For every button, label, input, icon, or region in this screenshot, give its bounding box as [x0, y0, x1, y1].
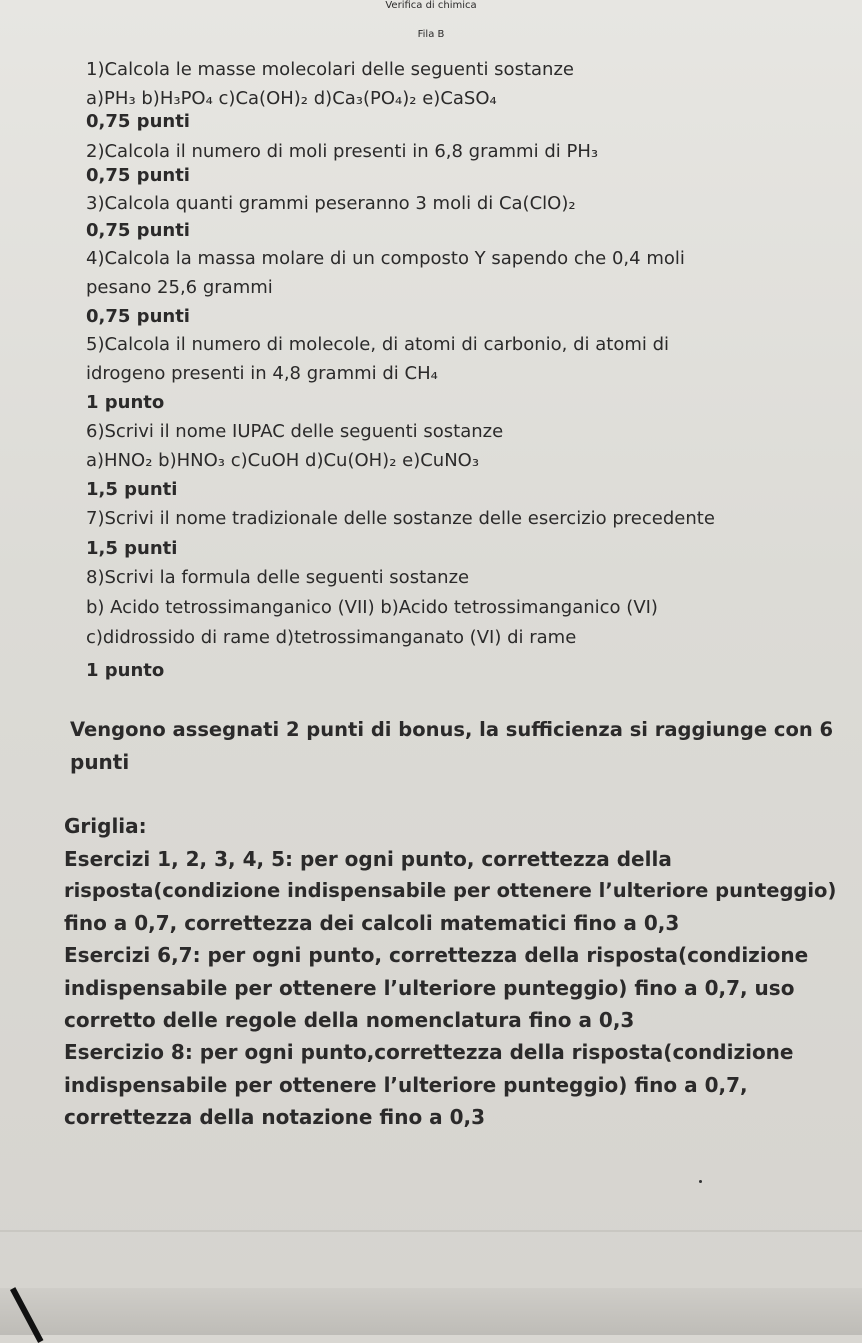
grid-line: Esercizi 1, 2, 3, 4, 5: per ogni punto, correttezza della — [64, 847, 672, 871]
question-5-text-line1: 5)Calcola il numero di molecole, di atomi di carbonio, di atomi di — [86, 334, 670, 355]
question-4-points: 0,75 punti — [86, 306, 190, 327]
grid-line: indispensabile per ottenere l’ulteriore punteggio) fino a 0,7, — [64, 1073, 748, 1097]
question-3-text: 3)Calcola quanti grammi peseranno 3 moli di Ca(ClO)₂ — [86, 193, 576, 214]
grid-line: correttezza della notazione fino a 0,3 — [64, 1105, 486, 1129]
question-6-text: 6)Scrivi il nome IUPAC delle seguenti sostanze — [86, 421, 504, 442]
bonus-line2: punti — [70, 750, 130, 774]
question-3-points: 0,75 punti — [86, 220, 190, 241]
ink-dot — [699, 1180, 702, 1183]
question-1-text: 1)Calcola le masse molecolari delle seguenti sostanze — [86, 59, 574, 80]
question-8-items-line1: b) Acido tetrossimanganico (VII) b)Acido tetrossimanganico (VI) — [86, 597, 658, 618]
grid-title: Griglia: — [64, 814, 147, 838]
grid-line: fino a 0,7, correttezza dei calcoli matematici fino a 0,3 — [64, 911, 680, 935]
question-8-points: 1 punto — [86, 660, 165, 681]
grid-line: corretto delle regole della nomenclatura fino a 0,3 — [64, 1008, 635, 1032]
grid-line: Esercizio 8: per ogni punto,correttezza della risposta(condizione — [64, 1040, 794, 1064]
bonus-line1: Vengono assegnati 2 punti di bonus, la sufficienza si raggiunge con 6 — [70, 718, 834, 741]
question-6-items: a)HNO₂ b)HNO₃ c)CuOH d)Cu(OH)₂ e)CuNO₃ — [86, 450, 480, 471]
paper-fold — [0, 1230, 862, 1232]
question-6-points: 1,5 punti — [86, 479, 178, 500]
question-1-items: a)PH₃ b)H₃PO₄ c)Ca(OH)₂ d)Ca₃(PO₄)₂ e)CaSO₄ — [86, 88, 497, 109]
question-2-points: 0,75 punti — [86, 165, 190, 186]
question-4-text-line2: pesano 25,6 grammi — [86, 277, 273, 298]
grid-line: risposta(condizione indispensabile per ottenere l’ulteriore punteggio) — [64, 879, 837, 902]
question-8-text: 8)Scrivi la formula delle seguenti sostanze — [86, 567, 470, 588]
page-title: Verifica di chimica — [385, 0, 477, 11]
question-5-text-line2: idrogeno presenti in 4,8 grammi di CH₄ — [86, 363, 438, 384]
question-5-points: 1 punto — [86, 392, 165, 413]
page-subtitle: Fila B — [417, 29, 445, 40]
question-4-text-line1: 4)Calcola la massa molare di un composto Y sapendo che 0,4 moli — [86, 248, 685, 269]
question-2-text: 2)Calcola il numero di moli presenti in 6,8 grammi di PH₃ — [86, 141, 599, 162]
desk-surface — [0, 1288, 862, 1335]
question-8-items-line2: c)didrossido di rame d)tetrossimanganato (VI) di rame — [86, 627, 577, 648]
question-7-text: 7)Scrivi il nome tradizionale delle sostanze delle esercizio precedente — [86, 508, 715, 529]
question-7-points: 1,5 punti — [86, 538, 178, 559]
question-1-points: 0,75 punti — [86, 111, 190, 132]
grid-line: Esercizi 6,7: per ogni punto, correttezza della risposta(condizione — [64, 943, 809, 967]
grid-line: indispensabile per ottenere l’ulteriore punteggio) fino a 0,7, uso — [64, 976, 795, 1000]
